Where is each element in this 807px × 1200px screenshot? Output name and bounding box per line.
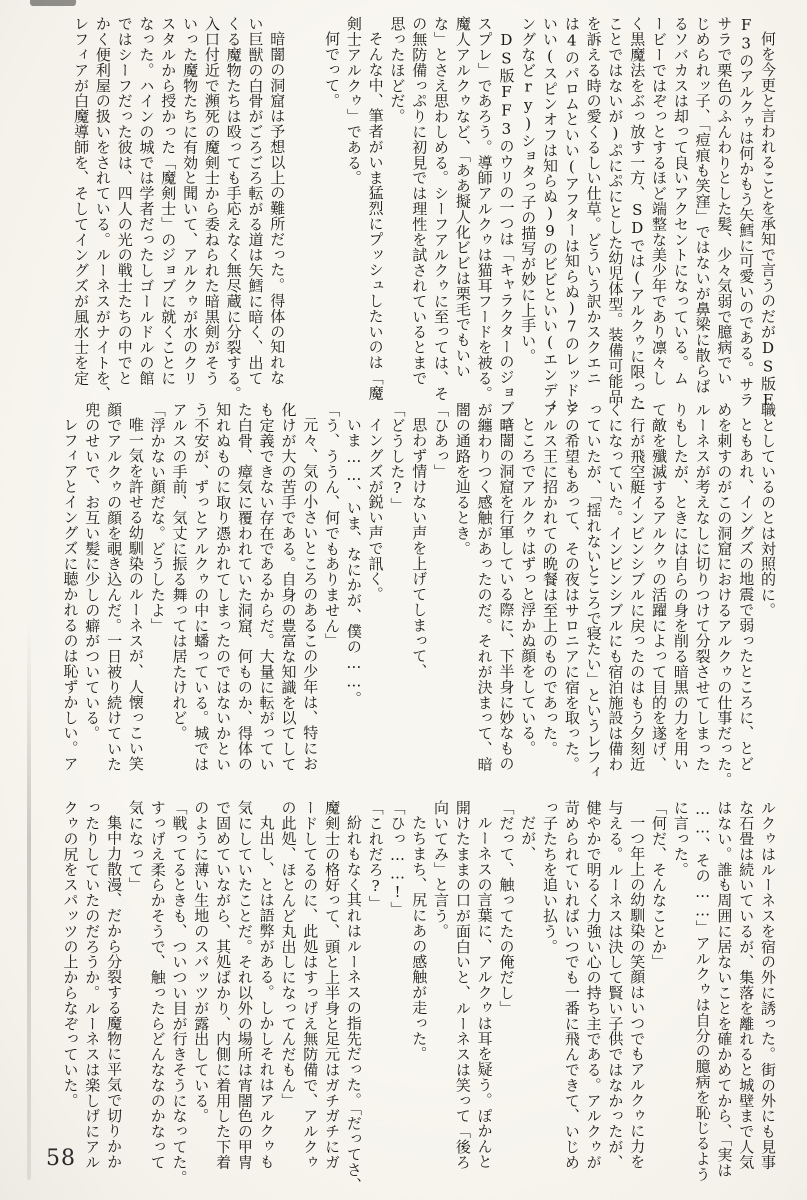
text-column: F3のアルクゥは何かもう矢鱈に可愛いのである。サラ — [737, 16, 756, 407]
text-column: レフィアが白魔導師を、そしてイングズが風水士を定 — [72, 16, 91, 386]
text-column: いま……、いま、なにかが、僕の……。 — [344, 417, 363, 707]
text-column: 健やかで明るく力強い心の持ち主である。アルクゥが — [584, 800, 603, 1170]
text-column: が纏わりつく感触があったのだ。それが決まって、暗 — [475, 402, 494, 772]
text-column: 「これだろ?」 — [366, 800, 385, 911]
text-column: ではシーフだった彼は、四人の光の戦士たちの中でと — [115, 16, 134, 386]
text-column: 職としているのとは対照的に。 — [759, 402, 777, 618]
text-column: っていたが、「揺れないところで寝たい」というレフィ — [584, 402, 603, 780]
text-column: 紛れもなく其れはルーネスの指先だった。「だってさ、 — [344, 815, 363, 1193]
text-column: っ子たちを追い払う。 — [541, 800, 560, 954]
text-column: 顔でアルクゥの顔を覗き込んだ。一日被り続けていた — [105, 402, 124, 772]
text-column: て敵を殲滅するアルクゥの活躍によって目的を遂げ、 — [650, 402, 669, 772]
page-number: 58 — [46, 1146, 76, 1171]
text-column: 苛められていればいつでも一番に飛んできて、いじめ — [562, 800, 581, 1170]
text-column: ングなどry)ショタっ子の描写が妙に上手い。 — [519, 16, 538, 364]
text-column: はない。誰も周囲に居ないことを確かめてから、「実は — [715, 800, 734, 1178]
text-column: 魔人アルクゥなど、「ああ擬人化ビビは栗毛でもいい — [453, 16, 472, 379]
text-column: イングズが鋭い声で訊く。 — [366, 417, 385, 603]
text-block-review-and-story-start — [69, 16, 778, 432]
text-column: 魔剣士の格好って、頭と上半身と足元はガチガチにガ — [323, 800, 342, 1170]
text-column: ことではないが)ぷにぷにとした幼児体型。装備可能品 — [606, 16, 625, 404]
text-column: いった魔物たちに有効と聞いて、アルクゥが水のクリ — [181, 16, 200, 386]
text-column: ところでアルクゥはずっと浮かぬ顔をしている。 — [519, 417, 538, 757]
text-column: 何でって。 — [323, 31, 342, 109]
text-column: で固めていながら、其処ばかり、内側に着用した下着 — [214, 800, 233, 1170]
text-column: ードしてるのに、此処はすっげえ無防備で、アルクゥ — [301, 800, 320, 1170]
text-column: ルーネスの言葉に、アルクゥは耳を疑う。ぽかんと — [475, 815, 494, 1170]
text-column: の此処、ほとんど丸出しになってんだもん」 — [279, 800, 298, 1108]
text-block-story-bottom — [59, 800, 778, 1193]
text-column: な」とさえ思わしめる。シーフアルクゥに至っては、そ — [432, 16, 451, 401]
text-column: ルーネスが考えなしに切りつけて分裂させてしまった — [693, 402, 712, 772]
text-column: た白骨、瘴気に覆われていた洞窟、何ものか、得体の — [235, 402, 254, 772]
text-column: 元々、気の小さいところのあるこの少年は、特にお — [301, 417, 320, 772]
text-column: ルクゥはルーネスを宿の外に誘った。街の外にも見事 — [759, 800, 777, 1170]
text-column: 「何だ、そんなことか」 — [650, 800, 669, 970]
text-column: ービーではぞっとするほど端整な美少年であり凛々し — [650, 16, 669, 386]
text-column: 一行が飛空艇インビンシブルに戻ったのはもう夕刻近 — [628, 402, 647, 772]
text-column: いい(スピンオフは知らぬ)9のビビといい(エンディ — [541, 16, 560, 413]
text-column: 化けが大の苦手である。自身の豊富な知識を以てして — [279, 402, 298, 772]
text-column: 「どうした?」 — [388, 402, 407, 513]
text-column: 思わず情けない声を上げてしまって、 — [410, 417, 429, 680]
text-column: ……、その……」アルクゥは自分の臆病を恥じるよう — [693, 800, 712, 1182]
text-column: 「ひっ……!」 — [388, 800, 407, 917]
text-column: 「だって、触ってたの俺だし」 — [497, 800, 516, 1016]
text-column: 剣士アルクゥ」である。 — [344, 16, 363, 186]
text-column: 開けたままの口が面白いと、ルーネスは笑って「後ろ — [453, 800, 472, 1170]
text-column: くる魔物たちは殴っても手応えなく無尽蔵に分裂する。 — [224, 16, 243, 401]
text-column: サラで栗色のふんわりとした髪、少々気弱で臆病でい — [715, 16, 734, 386]
text-column: すっげえ柔らかそうで、触ったらどんななのかなって — [148, 800, 167, 1170]
text-column: く黒魔法をぶっ放す一方、SDでは(アルクゥに限った — [628, 16, 647, 410]
text-column: スプレ」であろう。導師アルクゥは猫耳フードを被る。 — [475, 16, 494, 401]
text-column: も定義できない存在であるからだ。大量に転がってい — [257, 402, 276, 772]
text-column: くになっていた。インビンシブルにも宿泊施設は備わ — [606, 402, 625, 772]
text-column: ったりしていたのだろうか。ルーネスは楽しげにアル — [83, 800, 102, 1170]
text-column: 気になって」 — [126, 800, 145, 893]
text-column: アの希望もあって、その夜はサロニアに宿を取った。 — [562, 402, 581, 772]
text-column: 気にしていたことだ。それ以外の場所は宵闇色の甲冑 — [235, 800, 254, 1170]
text-column: 思ったほどだ。 — [388, 16, 407, 124]
text-column: 「ひあっ」 — [432, 402, 451, 479]
text-column: 「浮かない顔だな。どうしたよ」 — [148, 402, 167, 633]
text-column: ともあれ、イングズの地震で弱ったところに、とど — [737, 417, 756, 772]
text-column: スタルから授かった「魔剣士」のジョブに就くことに — [159, 16, 178, 386]
text-column: そんな中、筆者がいま猛烈にプッシュしたいのは「魔 — [366, 31, 385, 401]
text-column: 丸出し、とは語弊がある。しかしそれはアルクゥも — [257, 815, 276, 1170]
text-column: のように薄い生地のスパッツが露出している。 — [192, 800, 211, 1124]
text-column: 暗闇の洞窟は予想以上の難所だった。得体の知れな — [268, 31, 287, 386]
text-column: い巨獣の白骨がごろごろ転がる道は矢鱈に暗く、出て — [246, 16, 265, 386]
text-column: 一つ年上の幼馴染の笑顔はいつでもアルクゥに力を — [628, 815, 647, 1170]
text-column: 唯一気を許せる幼馴染のルーネスが、人懐っこい笑 — [126, 417, 145, 772]
text-column: アルスの手前、気丈に振る舞っては居たけれど。 — [170, 402, 189, 741]
text-column: たちまち、尻にあの感触が走った。 — [410, 815, 429, 1062]
text-column: の無防備っぷりに初見では理性を試されているとまで — [410, 16, 429, 386]
text-column: アルス王に招かれての晩餐は至上のものであった。 — [541, 402, 560, 757]
text-column: DS版FF3のウリの一つは「キャラクターのジョブコ — [497, 31, 516, 432]
text-column: なった。ハインの城では学者だったしゴールドルの館 — [137, 16, 156, 386]
text-column: 「戦ってるときも、ついつい目が行きそうになってた。 — [170, 800, 189, 1185]
text-column: は4のパロムといい(アフターは知らぬ)7のレッドと — [562, 16, 581, 413]
text-column: クゥの尻をスパッツの上からなぞっていた。 — [61, 800, 80, 1108]
text-block-story-middle — [59, 402, 778, 787]
text-column: 闇の通路を辿るとき。 — [453, 402, 472, 556]
text-column: 集中力散漫、だから分裂する魔物に平気で切りかか — [105, 815, 124, 1170]
text-column: るソバカスは却って良いアクセントになっている。ム — [671, 16, 690, 386]
scan-artifact-left-edge — [27, 620, 31, 1180]
text-column: 入口付近で瀕死の魔剣士から委ねられた暗黒剣がそう — [202, 16, 221, 386]
text-column: 何を今更と言われることを承知で言うのだがDS版F — [759, 31, 777, 410]
text-column: 兜のせいで、お互い髪に少しの癖がついている。 — [83, 402, 102, 741]
text-column: に言った。 — [671, 800, 690, 877]
text-column: じめられッ子、「痘痕も笑窪」ではないが鼻梁に散らば — [693, 16, 712, 394]
text-column: 与える。ルーネスは決して賢い子供ではなかったが、 — [606, 800, 625, 1170]
text-column: かく便利屋の扱いをされている。ルーネスがナイトを、 — [93, 16, 112, 401]
text-column: 暗闇の洞窟を行軍している際に、下半身に妙なもの — [497, 417, 516, 772]
text-column: めを刺すのがこの洞窟におけるアルクゥの仕事だった。 — [715, 402, 734, 787]
text-column: 向いてみ」と言う。 — [432, 800, 451, 939]
scan-artifact-top — [30, 0, 76, 6]
text-column: を訴える時の愛くるしい仕草。どういう訳かスクエニ — [584, 16, 603, 386]
text-column: 「う、ううん、何でもありません」 — [323, 402, 342, 649]
text-column: りもしたが、ときには自らの身を削る暗黒の力を用い — [671, 402, 690, 772]
text-column: だが、 — [519, 815, 538, 862]
text-column: 知れぬものに取り憑かれてしまったのではないかとい — [214, 402, 233, 772]
text-column: う不安が、ずっとアルクゥの中に蟠っている。城では — [192, 402, 211, 772]
text-column: レフィアとイングズに聴かれるのは恥ずかしい。ア — [61, 417, 80, 772]
text-column: な石畳は続いているが、集落を離れると城壁まで人気 — [737, 800, 756, 1170]
